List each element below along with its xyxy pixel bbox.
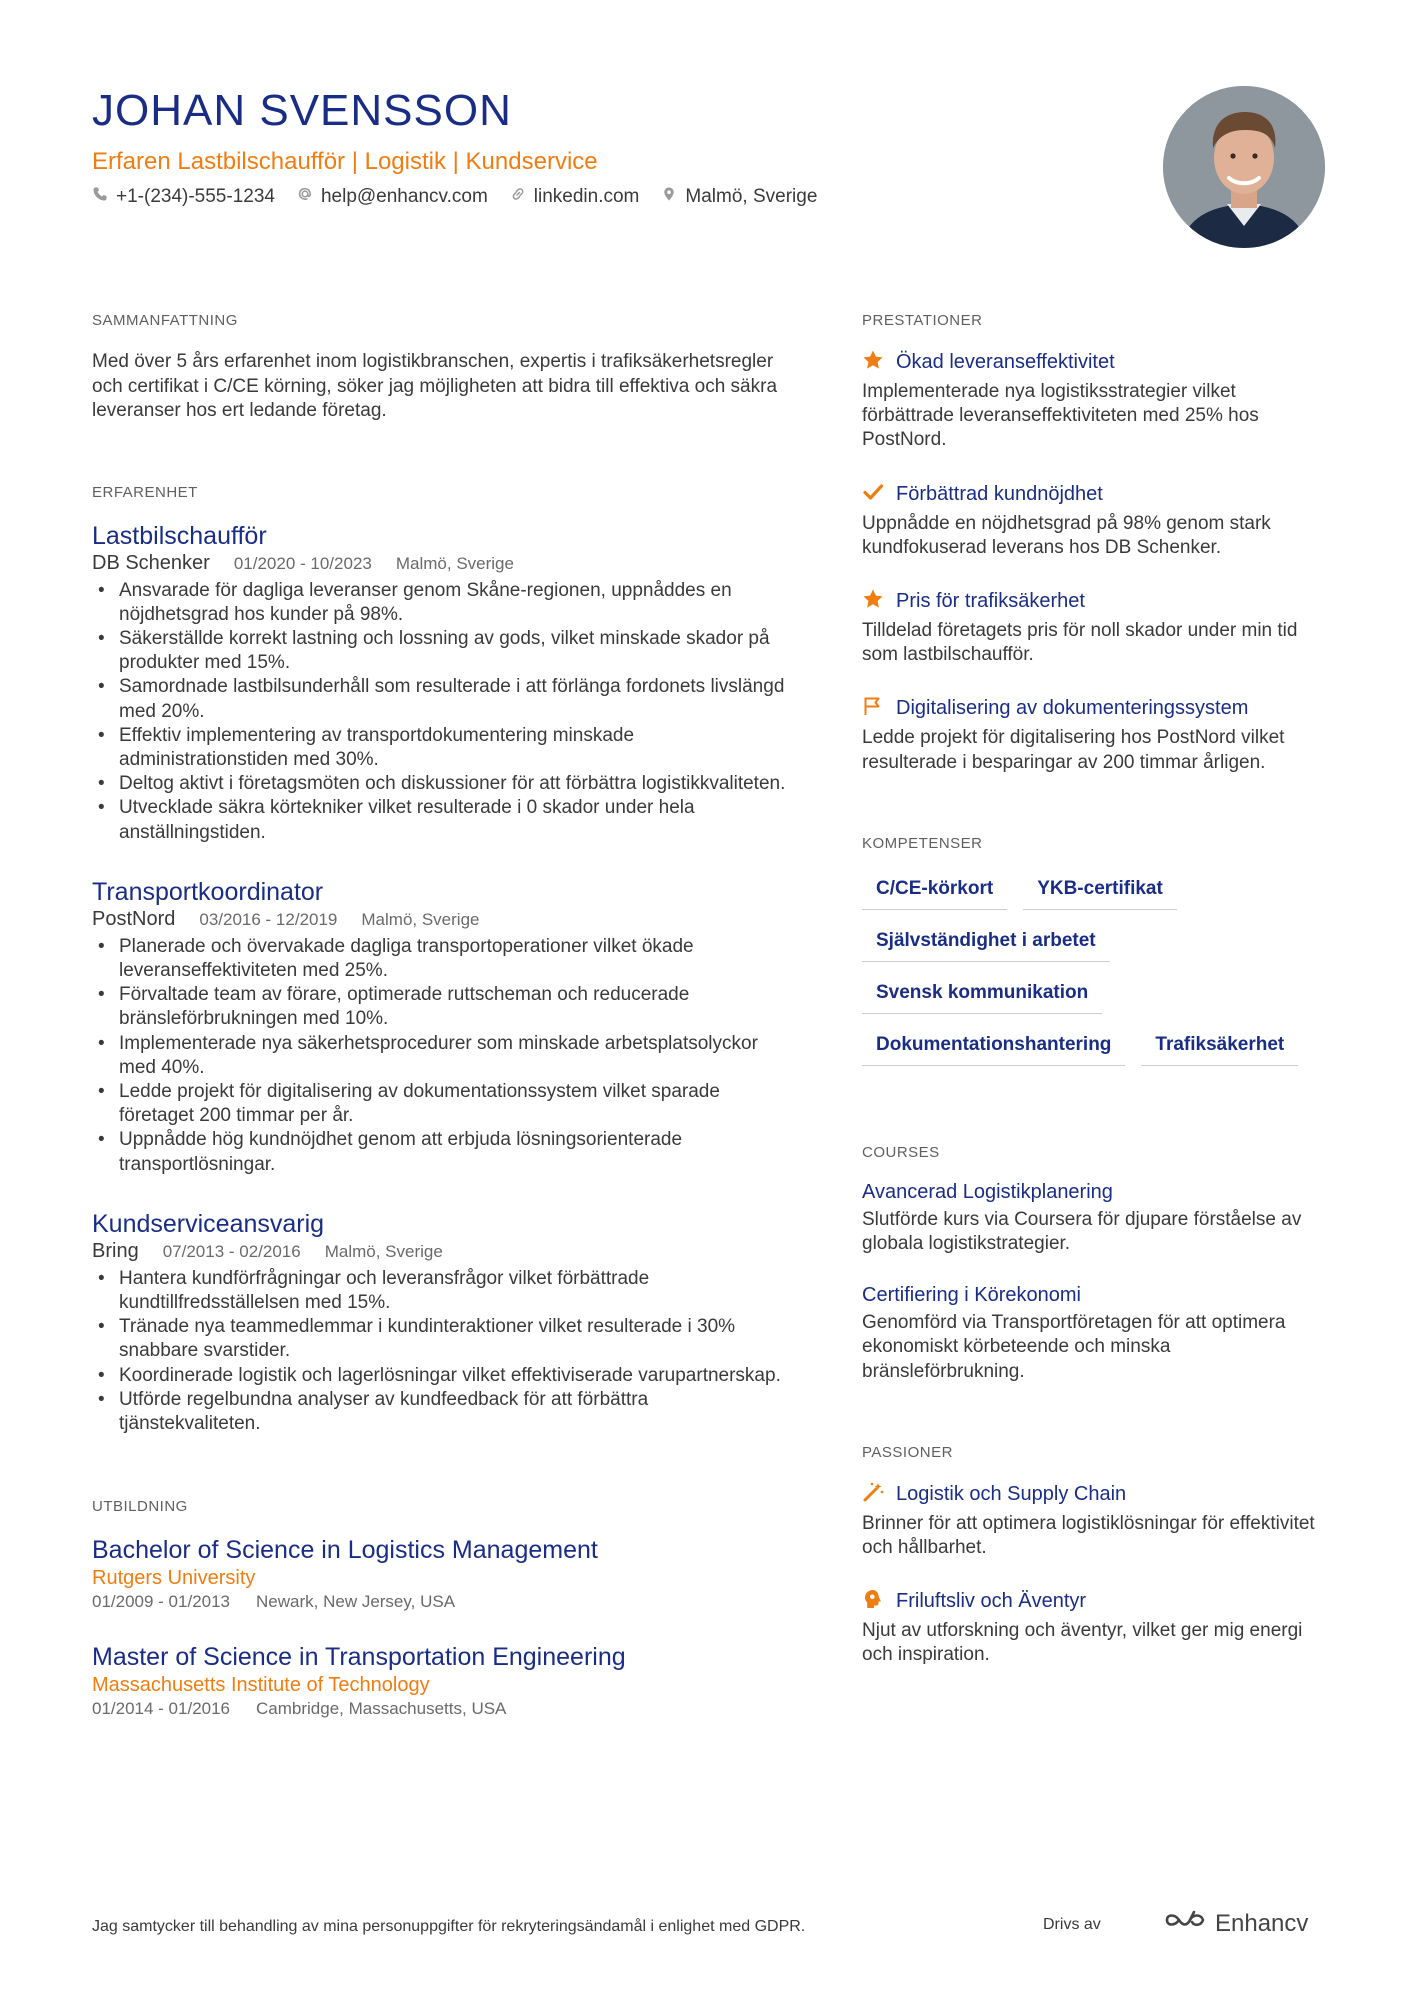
experience-section (92, 484, 792, 1437)
course-item (862, 1181, 1332, 1256)
skill-tag: C/CE-körkort (862, 872, 1007, 910)
bullet-item: • Koordinerade logistik och lagerlösningar vilket effektiviserade varupartnerskap. (92, 1364, 792, 1388)
candidate-name: JOHAN SVENSSON (92, 86, 512, 135)
company-name: PostNord (92, 907, 176, 930)
course-desc: Genomförd via Transportföretagen för att optimera ekonomiskt körbeteende och minska bränsleförbrukning. (862, 1312, 1286, 1382)
summary-text: Med över 5 års erfarenhet inom logistikbranschen, expertis i trafiksäkerhetsregler och certifikat i C/CE körning, söker jag möjligheten att bidra till effektiva och säkra leveranser hos ert ledande företag. (92, 351, 778, 421)
passions-section (862, 1444, 1332, 1668)
phone-icon (92, 186, 108, 208)
skill-tag: Svensk kommunikation (862, 976, 1102, 1014)
achievement-item (862, 695, 1332, 774)
job-bullets (92, 935, 792, 1177)
achievement-title: Förbättrad kundnöjdhet (896, 482, 1103, 505)
bullet-item: • Utvecklade säkra körtekniker vilket resulterade i 0 skador under hela anställningstiden. (92, 796, 792, 844)
job-location: Malmö, Sverige (324, 1241, 443, 1261)
bullet-item: • Planerade och övervakade dagliga transportoperationer vilket ökade leveranseffektiviteten med 25%. (92, 935, 792, 983)
education-location: Cambridge, Massachusetts, USA (256, 1699, 507, 1719)
course-desc: Slutförde kurs via Coursera för djupare förståelse av globala logistikstrategier. (862, 1208, 1302, 1255)
school-name: Rutgers University (92, 1567, 256, 1590)
skill-tag: YKB-certifikat (1023, 872, 1177, 910)
linkedin-text: linkedin.com (533, 186, 640, 207)
job-meta (92, 1240, 792, 1263)
bullet-item: • Säkerställde korrekt lastning och lossning av gods, vilket minskade skador på produkter med 15%. (92, 627, 792, 675)
job-entry (92, 521, 792, 845)
job-title: Lastbilschaufför (92, 521, 267, 550)
job-title: Kundserviceansvarig (92, 1209, 325, 1238)
bullet-item: • Hantera kundförfrågningar och leveransfrågor vilket förbättrade kundtillfredsställelsen med 15%. (92, 1267, 792, 1315)
education-meta (92, 1592, 792, 1612)
bullet-item: • Samordnade lastbilsunderhåll som resulterade i att förlänga fordonets livslängd med 20%. (92, 675, 792, 723)
headline: Erfaren Lastbilschaufför | Logistik | Kundservice (92, 148, 598, 175)
email-text: help@enhancv.com (320, 186, 488, 207)
bullet-item: • Effektiv implementering av transportdokumentering minskade administrationstiden med 30%. (92, 724, 792, 772)
achievement-item (862, 349, 1332, 453)
job-title: Transportkoordinator (92, 877, 324, 906)
bullet-item: • Utförde regelbundna analyser av kundfeedback för att förbättra tjänstekvaliteten. (92, 1388, 792, 1436)
check-icon (862, 481, 884, 508)
right-column (862, 312, 1332, 1668)
achievement-item (862, 588, 1332, 667)
experience-heading: ERFARENHET (92, 483, 198, 501)
job-bullets (92, 1267, 792, 1436)
degree-title: Bachelor of Science in Logistics Management (92, 1536, 598, 1565)
passion-title: Friluftsliv och Äventyr (896, 1590, 1087, 1613)
education-meta (92, 1699, 792, 1719)
head-brain-icon (862, 1588, 884, 1615)
education-heading: UTBILDNING (92, 1498, 188, 1516)
achievement-desc: Implementerade nya logistiksstrategier vilket förbättrade leveranseffektiviteten med 25% hos PostNord. (862, 381, 1259, 451)
course-item (862, 1284, 1332, 1384)
job-meta (92, 908, 792, 931)
job-entry (92, 1209, 792, 1436)
skill-tag: Självständighet i arbetet (862, 924, 1110, 962)
gdpr-consent: Jag samtycker till behandling av mina personuppgifter för rekryteringsändamål i enlighet med GDPR. (92, 1918, 806, 1935)
location-text: Malmö, Sverige (685, 186, 818, 207)
bullet-item: • Deltog aktivt i företagsmöten och diskussioner för att förbättra logistikkvaliteten. (92, 772, 792, 796)
bullet-item: • Ledde projekt för digitalisering av dokumentationssystem vilket sparade företaget 200 timmar per år. (92, 1080, 792, 1128)
bullet-item: • Förvaltade team av förare, optimerade ruttscheman och reducerade bränsleförbrukningen med 10%. (92, 983, 792, 1031)
achievement-title: Pris för trafiksäkerhet (896, 590, 1085, 613)
bullet-item: • Uppnådde hög kundnöjdhet genom att erbjuda lösningsorienterade transportlösningar. (92, 1128, 792, 1176)
infinity-logo-icon (1163, 1908, 1207, 1939)
flag-icon (862, 695, 884, 722)
courses-section (862, 1144, 1332, 1384)
summary-section (92, 312, 792, 424)
achievement-desc: Ledde projekt för digitalisering hos PostNord vilket resulterade i besparingar av 200 timmar årligen. (862, 727, 1285, 773)
contact-location (661, 186, 817, 208)
skills-section (862, 835, 1332, 1066)
education-dates: 01/2009 - 01/2013 (92, 1592, 231, 1612)
passion-desc: Njut av utforskning och äventyr, vilket ger mig energi och inspiration. (862, 1620, 1303, 1666)
passion-desc: Brinner för att optimera logistiklösningar för effektivitet och hållbarhet. (862, 1512, 1315, 1559)
passions-heading: PASSIONER (862, 1443, 953, 1461)
passion-item (862, 1588, 1332, 1667)
skills-heading: KOMPETENSER (862, 834, 983, 852)
achievements-section (862, 312, 1332, 775)
left-column (92, 312, 792, 1719)
star-icon (862, 349, 884, 376)
achievement-desc: Uppnådde en nöjdhetsgrad på 98% genom stark kundfokuserad leverans hos DB Schenker. (862, 512, 1271, 558)
phone-text: +1-(234)-555-1234 (116, 186, 275, 207)
job-bullets (92, 579, 792, 845)
bullet-item: • Implementerade nya säkerhetsprocedurer som minskade arbetsplatsolyckor med 40%. (92, 1032, 792, 1080)
contact-phone[interactable] (92, 186, 275, 208)
company-name: DB Schenker (92, 551, 210, 574)
education-section (92, 1498, 792, 1719)
skill-tag: Dokumentationshantering (862, 1028, 1125, 1066)
company-name: Bring (92, 1239, 139, 1262)
star-icon (862, 588, 884, 615)
achievement-title: Ökad leveranseffektivitet (896, 351, 1115, 373)
school-name: Massachusetts Institute of Technology (92, 1674, 430, 1697)
job-dates: 03/2016 - 12/2019 (199, 909, 338, 929)
achievements-heading: PRESTATIONER (862, 312, 983, 329)
bullet-item: • Ansvarade för dagliga leveranser genom Skåne-regionen, uppnåddes en nöjdhetsgrad hos kunder på 98%. (92, 579, 792, 627)
brand-name: Enhancv (1215, 1909, 1309, 1937)
skill-tag: Trafiksäkerhet (1141, 1028, 1298, 1066)
magic-wand-icon (862, 1481, 884, 1508)
education-entry (92, 1535, 792, 1612)
location-icon (661, 186, 677, 208)
achievement-title: Digitalisering av dokumenteringssystem (896, 697, 1249, 720)
course-title: Avancerad Logistikplanering (862, 1180, 1113, 1203)
passion-title: Logistik och Supply Chain (896, 1482, 1127, 1505)
enhancv-logo[interactable] (1163, 1908, 1308, 1939)
skills-list (862, 872, 1332, 1066)
summary-heading: SAMMANFATTNING (92, 312, 238, 329)
link-icon (510, 186, 526, 208)
job-entry (92, 877, 792, 1177)
contact-email[interactable] (297, 186, 488, 208)
passion-item (862, 1481, 1332, 1560)
profile-photo (1163, 86, 1325, 248)
job-dates: 07/2013 - 02/2016 (162, 1241, 301, 1261)
contact-linkedin[interactable] (510, 186, 640, 208)
achievement-desc: Tilldelad företagets pris för noll skador under min tid som lastbilschaufför. (862, 620, 1298, 666)
job-dates: 01/2020 - 10/2023 (233, 553, 372, 573)
education-entry (92, 1642, 792, 1719)
course-title: Certifiering i Körekonomi (862, 1284, 1081, 1307)
education-location: Newark, New Jersey, USA (256, 1592, 456, 1612)
at-icon (297, 186, 313, 208)
job-meta (92, 552, 792, 575)
contact-bar (92, 186, 817, 208)
degree-title: Master of Science in Transportation Engineering (92, 1643, 626, 1672)
bullet-item: • Tränade nya teammedlemmar i kundinteraktioner vilket resulterade i 30% snabbare svarstider. (92, 1315, 792, 1363)
job-location: Malmö, Sverige (395, 553, 514, 573)
powered-by-label: Drivs av (1043, 1916, 1101, 1933)
job-location: Malmö, Sverige (361, 909, 480, 929)
achievement-item (862, 481, 1332, 560)
education-dates: 01/2014 - 01/2016 (92, 1699, 231, 1719)
courses-heading: COURSES (862, 1143, 940, 1161)
